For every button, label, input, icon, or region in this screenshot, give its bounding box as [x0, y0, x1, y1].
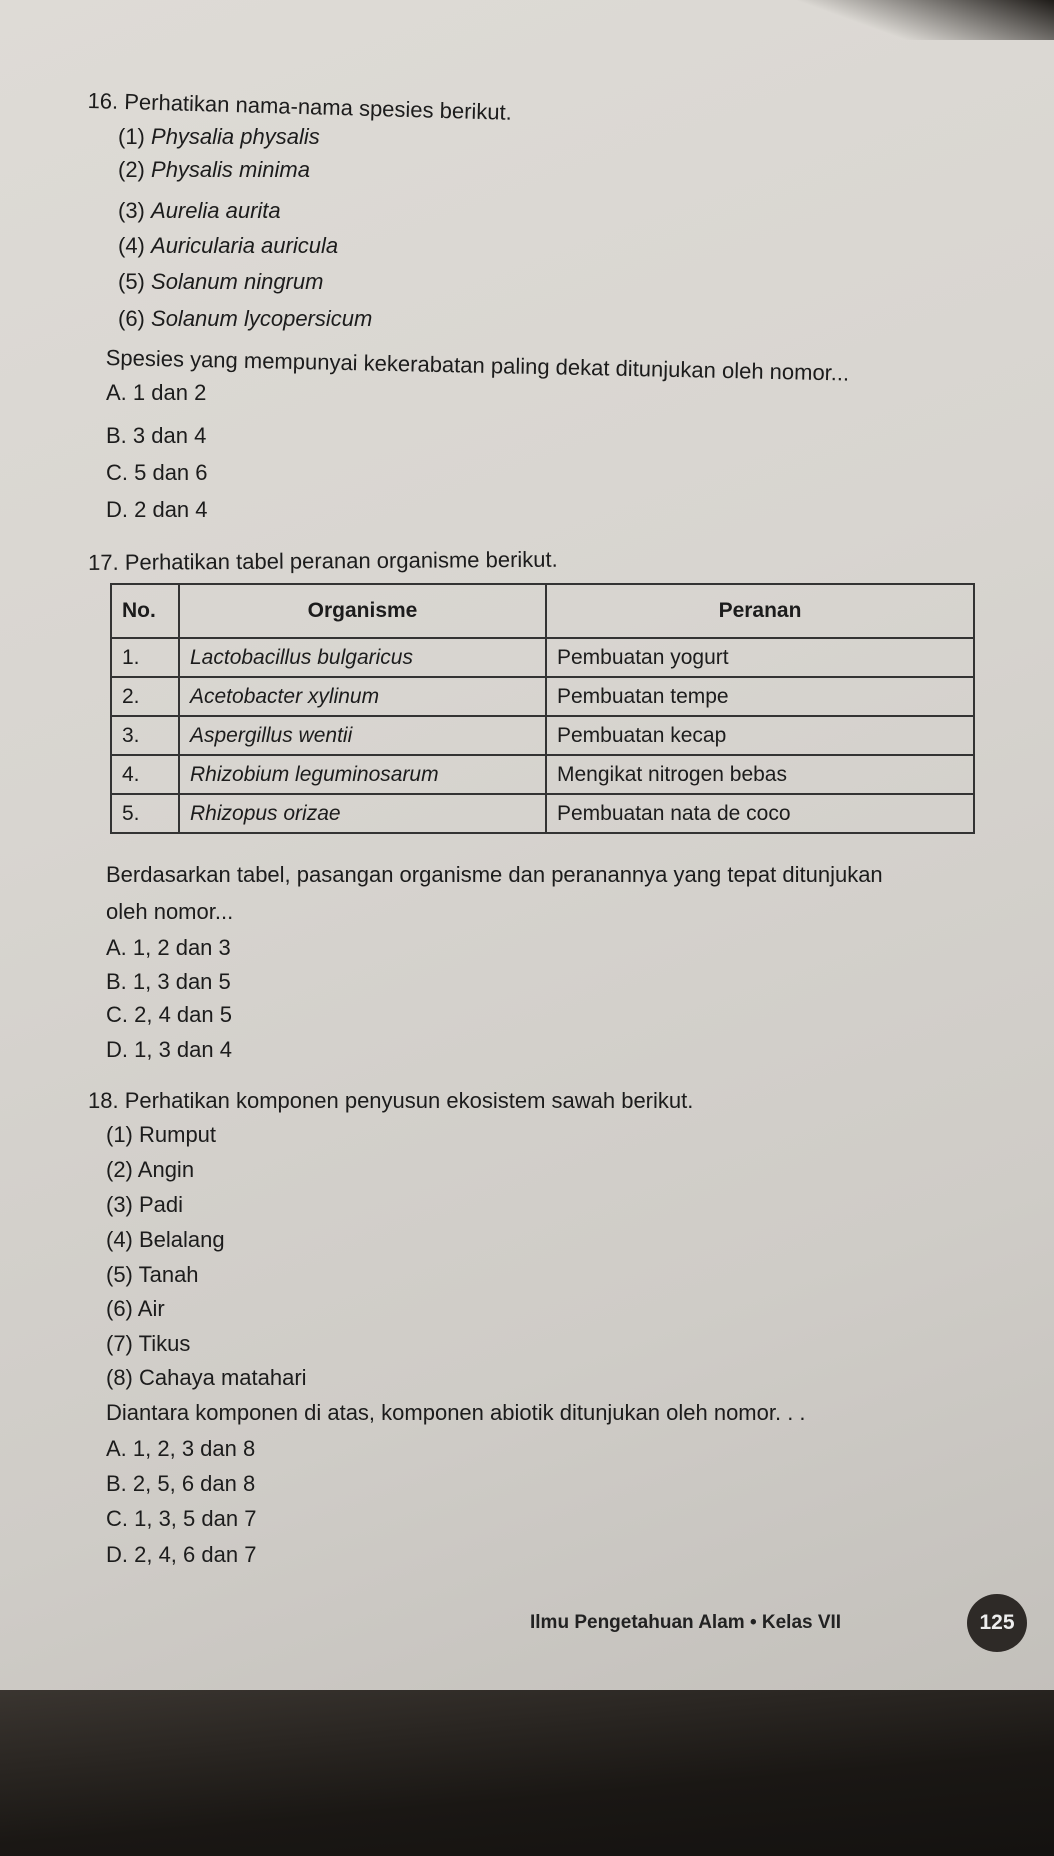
page-number-badge: 125 [967, 1594, 1027, 1652]
q18-option-c: C. 1, 3, 5 dan 7 [106, 1506, 257, 1531]
background-surface [0, 1690, 1054, 1856]
header-organisme: Organisme [179, 584, 546, 638]
header-peranan: Peranan [546, 584, 974, 638]
cell-organisme: Acetobacter xylinum [179, 677, 546, 716]
q18-option-b: B. 2, 5, 6 dan 8 [106, 1471, 256, 1496]
cell-organisme: Rhizopus orizae [179, 794, 546, 833]
q16-option-d: D. 2 dan 4 [106, 497, 208, 522]
table-row [111, 638, 974, 677]
table-row [111, 755, 974, 794]
table-row [111, 716, 974, 755]
q18-stem: Diantara komponen di atas, komponen abiotik ditunjukan oleh nomor. . . [106, 1400, 806, 1425]
q18-item-5: (5) Tanah [106, 1262, 199, 1287]
cell-peranan: Pembuatan kecap [546, 716, 974, 755]
q16-item-2: (2) Physalis minima [118, 157, 310, 182]
q17-option-c: C. 2, 4 dan 5 [106, 1002, 232, 1027]
table-row [111, 677, 974, 716]
q16-item-5: (5) Solanum ningrum [118, 269, 324, 294]
q17-title: 17. Perhatikan tabel peranan organisme berikut. [88, 546, 558, 575]
q16-stem: Spesies yang mempunyai kekerabatan paling dekat ditunjukan oleh nomor... [105, 345, 850, 386]
cell-peranan: Pembuatan nata de coco [546, 794, 974, 833]
q17-stem-line1: Berdasarkan tabel, pasangan organisme dan peranannya yang tepat ditunjukan [106, 862, 883, 887]
organism-role-table [110, 583, 975, 834]
q17-option-b: B. 1, 3 dan 5 [106, 969, 231, 994]
q16-item-4: (4) Auricularia auricula [118, 233, 339, 258]
cell-organisme: Aspergillus wentii [179, 716, 546, 755]
q16-option-a: A. 1 dan 2 [106, 380, 207, 405]
cell-no: 2. [111, 677, 179, 716]
q16-item-3: (3) Aurelia aurita [118, 198, 281, 223]
cell-no: 1. [111, 638, 179, 677]
q17-stem-line2: oleh nomor... [106, 899, 234, 924]
q18-option-a: A. 1, 2, 3 dan 8 [106, 1436, 256, 1461]
cell-no: 5. [111, 794, 179, 833]
q18-item-1: (1) Rumput [106, 1122, 217, 1147]
q17-option-a: A. 1, 2 dan 3 [106, 935, 231, 960]
q18-item-2: (2) Angin [106, 1157, 195, 1182]
q18-item-6: (6) Air [106, 1296, 165, 1321]
cell-peranan: Pembuatan tempe [546, 677, 974, 716]
header-no: No. [111, 584, 179, 638]
cell-organisme: Lactobacillus bulgaricus [179, 638, 546, 677]
q16-title: 16. Perhatikan nama-nama spesies berikut. [87, 88, 513, 125]
q16-option-c: C. 5 dan 6 [106, 460, 208, 485]
book-footer-title: Ilmu Pengetahuan Alam • Kelas VII [530, 1612, 842, 1633]
cell-no: 3. [111, 716, 179, 755]
q18-option-d: D. 2, 4, 6 dan 7 [106, 1542, 257, 1567]
cell-peranan: Mengikat nitrogen bebas [546, 755, 974, 794]
q16-option-b: B. 3 dan 4 [106, 423, 207, 448]
cell-no: 4. [111, 755, 179, 794]
q18-title: 18. Perhatikan komponen penyusun ekosistem sawah berikut. [88, 1088, 694, 1113]
cell-organisme: Rhizobium leguminosarum [179, 755, 546, 794]
q18-item-4: (4) Belalang [106, 1227, 225, 1252]
page-corner-shadow [794, 0, 1054, 40]
q18-item-7: (7) Tikus [106, 1331, 191, 1356]
cell-peranan: Pembuatan yogurt [546, 638, 974, 677]
table-row [111, 794, 974, 833]
q16-item-1: (1) Physalia physalis [118, 124, 320, 149]
table-header-row [111, 584, 974, 638]
q18-item-3: (3) Padi [106, 1192, 184, 1217]
q16-item-6: (6) Solanum lycopersicum [118, 306, 373, 331]
q18-item-8: (8) Cahaya matahari [106, 1365, 307, 1390]
q17-option-d: D. 1, 3 dan 4 [106, 1037, 232, 1062]
